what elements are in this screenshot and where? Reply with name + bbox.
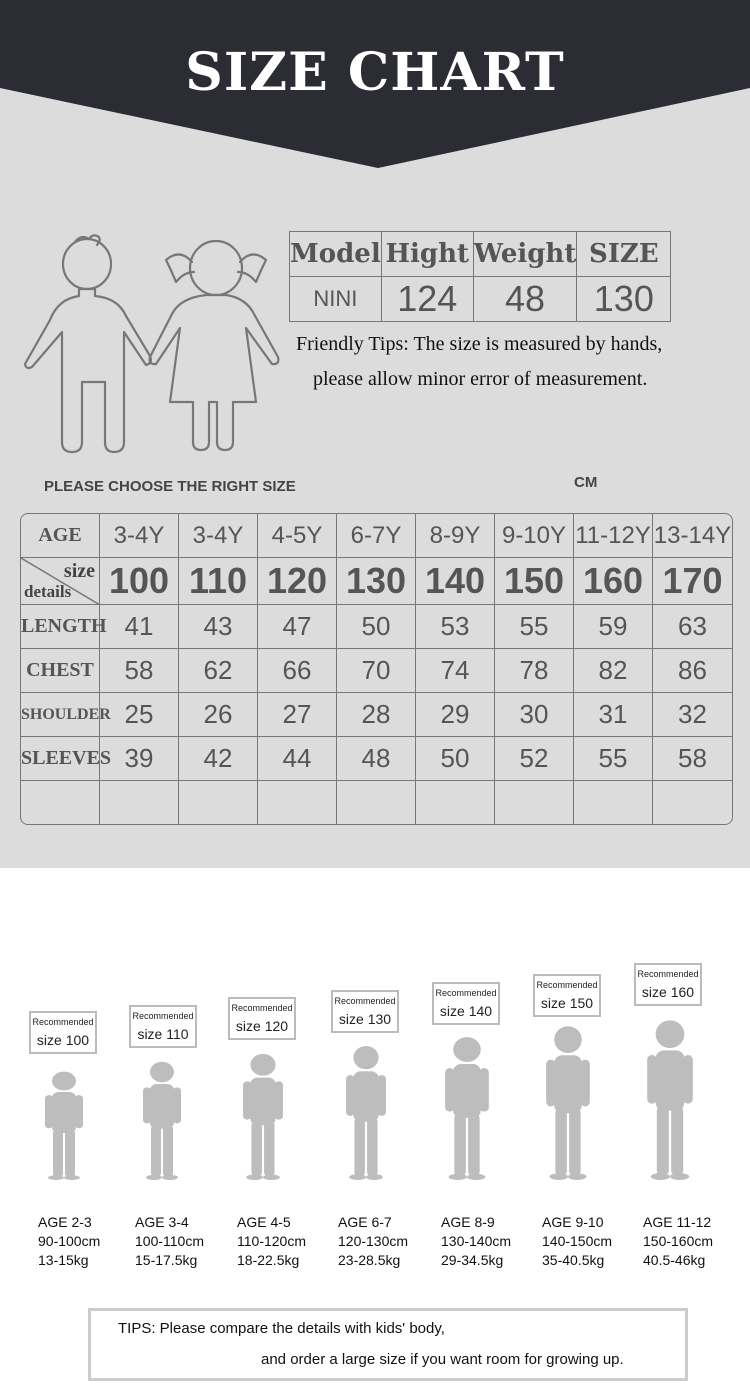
age-text: AGE 2-3 xyxy=(38,1214,92,1230)
empty-row xyxy=(21,781,732,824)
shoulder-cell: 26 xyxy=(179,693,258,737)
friendly-tip-line1: Friendly Tips: The size is measured by hands, xyxy=(296,333,663,355)
empty-cell xyxy=(574,781,653,824)
length-cell: 43 xyxy=(179,605,258,649)
age-cell: 3-4Y xyxy=(179,514,258,558)
age-info xyxy=(38,1213,100,1270)
length-cell: 47 xyxy=(258,605,337,649)
empty-cell xyxy=(416,781,495,824)
child-silhouette-icon xyxy=(345,1044,387,1180)
corner-details-label: details xyxy=(24,582,72,601)
empty-cell xyxy=(21,781,100,824)
height-text: 90-100cm xyxy=(38,1233,101,1249)
weight-text: 13-15kg xyxy=(38,1252,89,1268)
model-info-table xyxy=(289,231,671,322)
recommended-size: size 130 xyxy=(338,1011,392,1027)
sleeves-label: SLEEVES xyxy=(21,737,100,781)
age-cell: 13-14Y xyxy=(653,514,732,558)
chest-cell: 74 xyxy=(416,649,495,693)
shoulder-cell: 28 xyxy=(337,693,416,737)
recommended-badge xyxy=(129,1005,197,1048)
shoulder-cell: 31 xyxy=(574,693,653,737)
child-silhouette-icon xyxy=(444,1035,490,1180)
model-height: 124 xyxy=(381,277,473,322)
tips-box xyxy=(88,1308,688,1381)
child-silhouette-icon xyxy=(44,1070,84,1180)
child-silhouette-icon xyxy=(646,1018,694,1180)
age-label: AGE xyxy=(21,514,100,558)
empty-cell xyxy=(495,781,574,824)
weight-text: 15-17.5kg xyxy=(135,1252,198,1268)
sleeves-cell: 48 xyxy=(337,737,416,781)
age-cell: 9-10Y xyxy=(495,514,574,558)
recommended-size: size 120 xyxy=(235,1018,289,1034)
empty-cell xyxy=(100,781,179,824)
shoulder-cell: 25 xyxy=(100,693,179,737)
height-text: 120-130cm xyxy=(338,1233,409,1249)
chest-cell: 58 xyxy=(100,649,179,693)
chest-row xyxy=(21,649,732,693)
page-title: SIZE CHART xyxy=(185,42,565,103)
weight-text: 35-40.5kg xyxy=(542,1252,605,1268)
age-info xyxy=(135,1213,204,1270)
age-info xyxy=(338,1213,408,1270)
sleeves-cell: 55 xyxy=(574,737,653,781)
age-cell: 6-7Y xyxy=(337,514,416,558)
weight-text: 40.5-46kg xyxy=(643,1252,706,1268)
height-text: 150-160cm xyxy=(643,1233,714,1249)
height-text: 140-150cm xyxy=(542,1233,613,1249)
sleeves-cell: 42 xyxy=(179,737,258,781)
size-cell: 160 xyxy=(574,558,653,605)
sleeves-cell: 58 xyxy=(653,737,732,781)
age-info xyxy=(237,1213,306,1270)
size-header: SIZE xyxy=(577,232,671,277)
length-cell: 55 xyxy=(495,605,574,649)
recommended-label: Recommended xyxy=(435,988,497,998)
length-cell: 41 xyxy=(100,605,179,649)
shoulder-cell: 30 xyxy=(495,693,574,737)
empty-cell xyxy=(258,781,337,824)
recommended-size: size 160 xyxy=(641,984,695,1000)
size-details-corner xyxy=(21,558,100,605)
size-cell: 110 xyxy=(179,558,258,605)
shoulder-cell: 27 xyxy=(258,693,337,737)
recommended-badge xyxy=(29,1011,97,1054)
recommended-size: size 140 xyxy=(439,1003,493,1019)
recommended-label: Recommended xyxy=(637,969,699,979)
recommended-size: size 150 xyxy=(540,995,594,1011)
height-text: 110-120cm xyxy=(237,1233,307,1249)
recommended-label: Recommended xyxy=(132,1011,194,1021)
kids-outline-illustration xyxy=(20,232,285,457)
length-cell: 63 xyxy=(653,605,732,649)
length-cell: 50 xyxy=(337,605,416,649)
recommended-label: Recommended xyxy=(536,980,598,990)
recommended-badge xyxy=(634,963,702,1006)
choose-size-label: PLEASE CHOOSE THE RIGHT SIZE xyxy=(44,478,296,495)
child-silhouette-icon xyxy=(545,1024,591,1180)
sleeves-cell: 39 xyxy=(100,737,179,781)
model-size: 130 xyxy=(577,277,671,322)
empty-cell xyxy=(337,781,416,824)
height-text: 130-140cm xyxy=(441,1233,512,1249)
age-text: AGE 4-5 xyxy=(237,1214,291,1230)
chest-cell: 70 xyxy=(337,649,416,693)
recommended-label: Recommended xyxy=(32,1017,94,1027)
chest-cell: 86 xyxy=(653,649,732,693)
sleeves-cell: 52 xyxy=(495,737,574,781)
friendly-tip-line2: please allow minor error of measurement. xyxy=(313,368,648,390)
height-text: 100-110cm xyxy=(135,1233,205,1249)
child-silhouette-icon xyxy=(242,1052,284,1180)
chest-cell: 62 xyxy=(179,649,258,693)
age-text: AGE 6-7 xyxy=(338,1214,392,1230)
height-header: Hight xyxy=(381,232,473,277)
age-info xyxy=(643,1213,713,1270)
recommended-badge xyxy=(331,990,399,1033)
age-cell: 11-12Y xyxy=(574,514,653,558)
recommended-label: Recommended xyxy=(231,1003,293,1013)
child-silhouette-icon xyxy=(142,1060,182,1180)
unit-label: CM xyxy=(574,474,598,491)
weight-header: Weight xyxy=(473,232,577,277)
size-cell: 120 xyxy=(258,558,337,605)
size-row xyxy=(21,558,732,605)
shoulder-cell: 29 xyxy=(416,693,495,737)
empty-cell xyxy=(179,781,258,824)
age-info xyxy=(441,1213,511,1270)
chest-cell: 82 xyxy=(574,649,653,693)
recommended-size: size 100 xyxy=(36,1032,90,1048)
size-cell: 150 xyxy=(495,558,574,605)
chest-cell: 78 xyxy=(495,649,574,693)
model-header: Model xyxy=(290,232,382,277)
chest-cell: 66 xyxy=(258,649,337,693)
shoulder-label: SHOULDER xyxy=(21,693,100,737)
size-cell: 100 xyxy=(100,558,179,605)
age-row xyxy=(21,514,732,558)
length-cell: 59 xyxy=(574,605,653,649)
age-text: AGE 3-4 xyxy=(135,1214,189,1230)
tips-line1: TIPS: Please compare the details with kids' body, xyxy=(118,1320,445,1337)
recommended-label: Recommended xyxy=(334,996,396,1006)
weight-text: 18-22.5kg xyxy=(237,1252,300,1268)
age-text: AGE 9-10 xyxy=(542,1214,604,1230)
sleeves-cell: 44 xyxy=(258,737,337,781)
age-info xyxy=(542,1213,612,1270)
age-cell: 4-5Y xyxy=(258,514,337,558)
recommended-badge xyxy=(533,974,601,1017)
chest-label: CHEST xyxy=(21,649,100,693)
weight-text: 23-28.5kg xyxy=(338,1252,401,1268)
recommended-size: size 110 xyxy=(137,1026,189,1042)
empty-cell xyxy=(653,781,732,824)
model-name: NINI xyxy=(290,277,382,322)
size-cell: 130 xyxy=(337,558,416,605)
size-cell: 140 xyxy=(416,558,495,605)
shoulder-row xyxy=(21,693,732,737)
size-cell: 170 xyxy=(653,558,732,605)
corner-size-label: size xyxy=(63,560,95,582)
age-cell: 8-9Y xyxy=(416,514,495,558)
age-cell: 3-4Y xyxy=(100,514,179,558)
age-text: AGE 8-9 xyxy=(441,1214,495,1230)
sleeves-cell: 50 xyxy=(416,737,495,781)
model-weight: 48 xyxy=(473,277,577,322)
girl-outline-icon xyxy=(150,241,279,450)
age-text: AGE 11-12 xyxy=(643,1214,712,1230)
size-table xyxy=(20,513,733,825)
length-row xyxy=(21,605,732,649)
length-cell: 53 xyxy=(416,605,495,649)
recommended-badge xyxy=(432,982,500,1025)
boy-outline-icon xyxy=(25,235,151,452)
recommended-badge xyxy=(228,997,296,1040)
length-label: LENGTH xyxy=(21,605,100,649)
tips-line2: and order a large size if you want room for growing up. xyxy=(261,1351,624,1368)
sleeves-row xyxy=(21,737,732,781)
shoulder-cell: 32 xyxy=(653,693,732,737)
weight-text: 29-34.5kg xyxy=(441,1252,504,1268)
